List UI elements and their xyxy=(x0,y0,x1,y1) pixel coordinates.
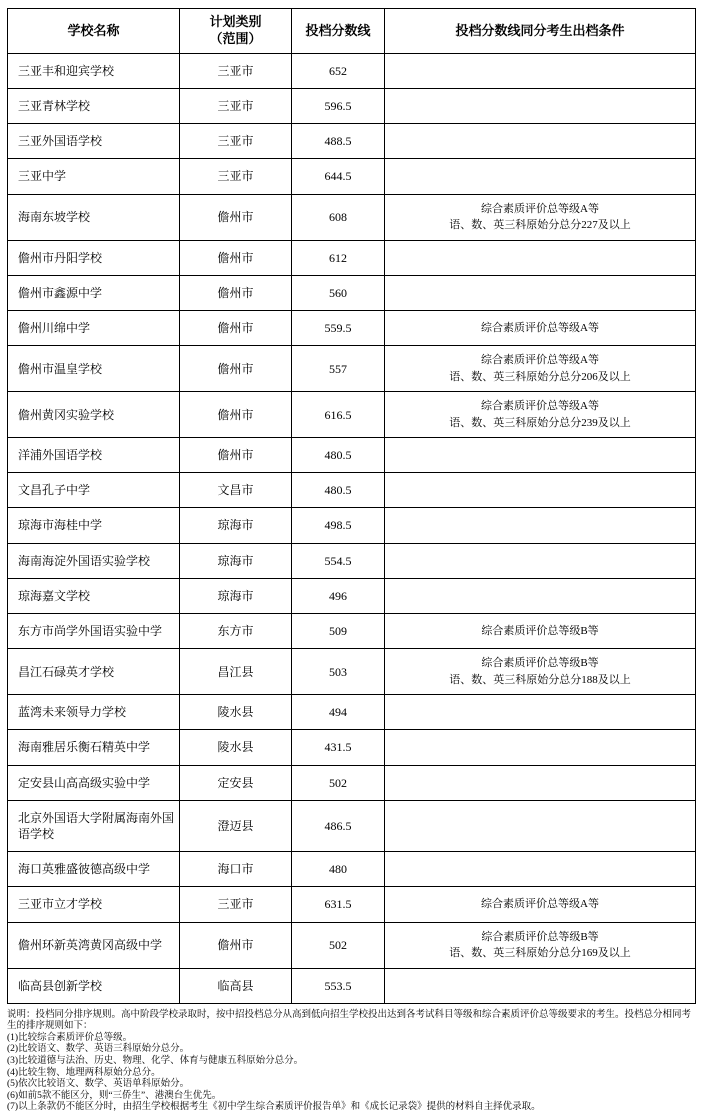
score-cell: 554.5 xyxy=(292,543,385,578)
table-row xyxy=(8,159,696,194)
school-name-cell: 三亚市立才学校 xyxy=(8,887,180,922)
plan-region-cell: 琼海市 xyxy=(180,578,292,613)
condition-line: 综合素质评价总等级B等 xyxy=(481,657,599,670)
school-name-cell: 文昌孔子中学 xyxy=(8,473,180,508)
school-name-cell: 蓝湾未来领导力学校 xyxy=(8,695,180,730)
plan-region-cell: 儋州市 xyxy=(180,922,292,968)
condition-cell xyxy=(385,800,696,851)
condition-cell xyxy=(385,578,696,613)
note-line: (5)依次比较语文、数学、英语单科原始分。 xyxy=(7,1079,190,1090)
condition-line: 综合素质评价总等级A等 xyxy=(481,321,599,334)
condition-cell xyxy=(385,968,696,1003)
table-row xyxy=(8,543,696,578)
plan-region-cell: 儋州市 xyxy=(180,438,292,473)
condition-cell xyxy=(385,194,696,240)
condition-cell xyxy=(385,346,696,392)
table-row xyxy=(8,53,696,88)
table-header xyxy=(8,9,696,54)
school-name-cell: 洋浦外国语学校 xyxy=(8,438,180,473)
score-cell: 431.5 xyxy=(292,730,385,765)
table-row xyxy=(8,922,696,968)
school-name-cell: 琼海市海桂中学 xyxy=(8,508,180,543)
plan-region-cell: 儋州市 xyxy=(180,392,292,438)
table-row xyxy=(8,275,696,310)
condition-cell xyxy=(385,310,696,345)
plan-region-cell: 儋州市 xyxy=(180,310,292,345)
plan-region-cell: 陵水县 xyxy=(180,730,292,765)
school-name-cell: 海南海淀外国语实验学校 xyxy=(8,543,180,578)
table-row xyxy=(8,649,696,695)
school-name-cell: 儋州市温皇学校 xyxy=(8,346,180,392)
header-score-line: 投档分数线 xyxy=(292,9,385,54)
score-cell: 498.5 xyxy=(292,508,385,543)
condition-line: 综合素质评价总等级A等 xyxy=(481,354,599,367)
school-name-cell: 海南雅居乐衡石精英中学 xyxy=(8,730,180,765)
score-cell: 502 xyxy=(292,922,385,968)
score-cell: 553.5 xyxy=(292,968,385,1003)
table-row xyxy=(8,240,696,275)
plan-region-cell: 三亚市 xyxy=(180,887,292,922)
condition-cell xyxy=(385,159,696,194)
header-school-name: 学校名称 xyxy=(8,9,180,54)
plan-region-cell: 三亚市 xyxy=(180,88,292,123)
score-cell: 496 xyxy=(292,578,385,613)
score-cell: 494 xyxy=(292,695,385,730)
plan-region-cell: 海口市 xyxy=(180,852,292,887)
score-cell: 480.5 xyxy=(292,473,385,508)
score-cell: 488.5 xyxy=(292,124,385,159)
condition-cell xyxy=(385,88,696,123)
score-cell: 631.5 xyxy=(292,887,385,922)
condition-cell xyxy=(385,730,696,765)
condition-cell xyxy=(385,275,696,310)
condition-cell xyxy=(385,53,696,88)
note-line: 说明：投档同分排序规则。高中阶段学校录取时，按中招投档总分从高到低向招生学校投出达到各考试科目等级和综合素质评价总等级要求的考生。投档总分相同考生的排序规则如下： xyxy=(7,1009,692,1032)
header-plan-category xyxy=(180,9,292,54)
condition-cell xyxy=(385,922,696,968)
condition-cell xyxy=(385,392,696,438)
score-cell: 486.5 xyxy=(292,800,385,851)
score-cell: 644.5 xyxy=(292,159,385,194)
condition-line: 综合素质评价总等级B等 xyxy=(481,624,599,637)
condition-cell xyxy=(385,240,696,275)
condition-cell xyxy=(385,473,696,508)
plan-region-cell: 昌江县 xyxy=(180,649,292,695)
table-row xyxy=(8,346,696,392)
plan-region-cell: 儋州市 xyxy=(180,275,292,310)
plan-region-cell: 临高县 xyxy=(180,968,292,1003)
score-cell: 502 xyxy=(292,765,385,800)
table-row xyxy=(8,124,696,159)
plan-region-cell: 儋州市 xyxy=(180,346,292,392)
school-name-cell: 儋州市鑫源中学 xyxy=(8,275,180,310)
condition-cell xyxy=(385,765,696,800)
school-name-cell: 北京外国语大学附属海南外国语学校 xyxy=(8,800,180,851)
score-cell: 509 xyxy=(292,614,385,649)
header-plan-line1: 计划类别 xyxy=(209,14,262,29)
note-line: (4)比较生物、地理两科原始分总分。 xyxy=(7,1067,161,1078)
condition-cell xyxy=(385,852,696,887)
condition-line: 综合素质评价总等级A等 xyxy=(481,400,599,413)
plan-region-cell: 东方市 xyxy=(180,614,292,649)
table-row xyxy=(8,800,696,851)
table-row xyxy=(8,765,696,800)
table-row xyxy=(8,88,696,123)
condition-cell xyxy=(385,124,696,159)
school-name-cell: 昌江石碌英才学校 xyxy=(8,649,180,695)
score-cell: 616.5 xyxy=(292,392,385,438)
score-cell: 480 xyxy=(292,852,385,887)
header-row xyxy=(8,9,696,54)
score-cell: 608 xyxy=(292,194,385,240)
condition-cell xyxy=(385,543,696,578)
plan-region-cell: 定安县 xyxy=(180,765,292,800)
score-cell: 596.5 xyxy=(292,88,385,123)
score-cell: 559.5 xyxy=(292,310,385,345)
table-row xyxy=(8,730,696,765)
score-cell: 557 xyxy=(292,346,385,392)
school-name-cell: 三亚外国语学校 xyxy=(8,124,180,159)
condition-cell xyxy=(385,887,696,922)
school-name-cell: 儋州黄冈实验学校 xyxy=(8,392,180,438)
note-line: (3)比较道德与法治、历史、物理、化学、体育与健康五科原始分总分。 xyxy=(7,1056,304,1067)
score-cell: 480.5 xyxy=(292,438,385,473)
table-row xyxy=(8,968,696,1003)
condition-line: 语、数、英三科原始分总分169及以上 xyxy=(449,947,631,960)
plan-region-cell: 文昌市 xyxy=(180,473,292,508)
condition-line: 语、数、英三科原始分总分239及以上 xyxy=(449,416,631,429)
plan-region-cell: 儋州市 xyxy=(180,194,292,240)
school-name-cell: 三亚中学 xyxy=(8,159,180,194)
condition-cell xyxy=(385,614,696,649)
score-cell: 652 xyxy=(292,53,385,88)
table-row xyxy=(8,473,696,508)
note-line: (7)以上条款仍不能区分时，由招生学校根据考生《初中学生综合素质评价报告单》和《成长记录袋》提供的材料自主择优录取。 xyxy=(7,1102,541,1113)
table-row xyxy=(8,392,696,438)
school-name-cell: 三亚丰和迎宾学校 xyxy=(8,53,180,88)
condition-line: 综合素质评价总等级A等 xyxy=(481,898,599,911)
table-row xyxy=(8,438,696,473)
table-row xyxy=(8,852,696,887)
condition-line: 综合素质评价总等级B等 xyxy=(481,930,599,943)
note-line: (6)如前5款不能区分，则“三侨生”、港澳台生优先。 xyxy=(7,1090,222,1101)
plan-region-cell: 三亚市 xyxy=(180,124,292,159)
condition-cell xyxy=(385,695,696,730)
note-line: (2)比较语文、数学、英语三科原始分总分。 xyxy=(7,1044,190,1055)
plan-region-cell: 陵水县 xyxy=(180,695,292,730)
table-row xyxy=(8,578,696,613)
plan-region-cell: 澄迈县 xyxy=(180,800,292,851)
condition-cell xyxy=(385,649,696,695)
table-row xyxy=(8,310,696,345)
condition-cell xyxy=(385,508,696,543)
school-name-cell: 定安县山高高级实验中学 xyxy=(8,765,180,800)
condition-line: 语、数、英三科原始分总分188及以上 xyxy=(449,673,631,686)
school-name-cell: 临高县创新学校 xyxy=(8,968,180,1003)
school-name-cell: 海南东坡学校 xyxy=(8,194,180,240)
note-line: (1)比较综合素质评价总等级。 xyxy=(7,1032,133,1043)
table-row xyxy=(8,194,696,240)
table-row xyxy=(8,887,696,922)
school-name-cell: 儋州市丹阳学校 xyxy=(8,240,180,275)
school-name-cell: 海口英雅盛彼德高级中学 xyxy=(8,852,180,887)
table-row xyxy=(8,695,696,730)
school-name-cell: 三亚青林学校 xyxy=(8,88,180,123)
admission-score-table xyxy=(7,8,696,1004)
table-row xyxy=(8,614,696,649)
plan-region-cell: 三亚市 xyxy=(180,53,292,88)
score-cell: 503 xyxy=(292,649,385,695)
school-name-cell: 儋州川绵中学 xyxy=(8,310,180,345)
condition-line: 语、数、英三科原始分总分206及以上 xyxy=(449,370,631,383)
header-tiebreak-condition: 投档分数线同分考生出档条件 xyxy=(385,9,696,54)
plan-region-cell: 儋州市 xyxy=(180,240,292,275)
school-name-cell: 东方市尚学外国语实验中学 xyxy=(8,614,180,649)
school-name-cell: 琼海嘉文学校 xyxy=(8,578,180,613)
plan-region-cell: 琼海市 xyxy=(180,543,292,578)
table-body xyxy=(8,53,696,1003)
condition-line: 综合素质评价总等级A等 xyxy=(481,202,599,215)
notes-section xyxy=(7,1010,695,1114)
school-name-cell: 儋州环新英湾黄冈高级中学 xyxy=(8,922,180,968)
condition-line: 语、数、英三科原始分总分227及以上 xyxy=(449,219,631,232)
plan-region-cell: 三亚市 xyxy=(180,159,292,194)
condition-cell xyxy=(385,438,696,473)
score-cell: 612 xyxy=(292,240,385,275)
plan-region-cell: 琼海市 xyxy=(180,508,292,543)
score-cell: 560 xyxy=(292,275,385,310)
header-plan-line2: （范围） xyxy=(209,30,262,46)
table-row xyxy=(8,508,696,543)
